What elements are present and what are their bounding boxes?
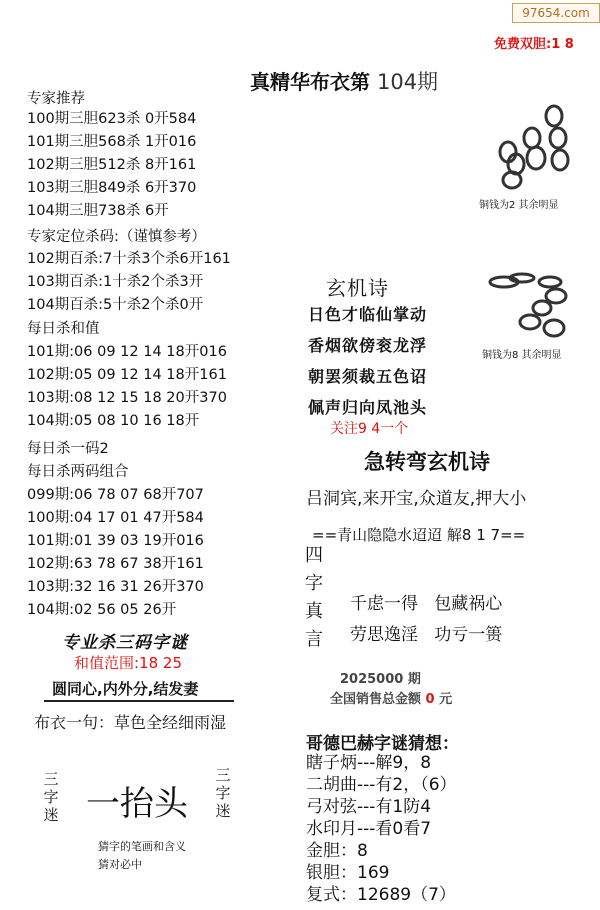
- godel-list: [306, 752, 457, 906]
- jizhuan-hint: ==青山隐隐水迢迢 解8 1 7==: [312, 526, 526, 544]
- four-char-row-2: [350, 620, 502, 645]
- daily-two-row: 100期:04 17 01 47开584: [27, 510, 204, 526]
- godel-line: 水印月---看0看7: [306, 819, 432, 839]
- sales-unit: 元: [439, 692, 453, 707]
- daily-two-heading: 每日杀两码组合: [27, 464, 129, 480]
- daily-two-row: 104期:02 56 05 26开: [27, 602, 177, 618]
- daily-two-row: 099期:06 78 07 68开707: [27, 487, 204, 503]
- daily-two-row: 101期:01 39 03 19开016: [27, 533, 204, 549]
- daily-sum-row: 102期:05 09 12 14 18开161: [27, 367, 227, 383]
- four-char-phrase: 功亏一篑: [434, 625, 503, 645]
- title-issue: 104期: [376, 70, 439, 94]
- divider-rule: [44, 700, 234, 702]
- coin-chain-icon: [490, 100, 580, 192]
- daily-two-row: 103期:32 16 31 26开370: [27, 579, 204, 595]
- xuanji-line: 佩声归向凤池头: [308, 398, 428, 417]
- page-title: [250, 66, 438, 96]
- jizhuan-title: 急转弯玄机诗: [364, 450, 490, 474]
- daily-sum-row: 101期:06 09 12 14 18开016: [27, 344, 227, 360]
- guess-note-2: 猜对必中: [98, 858, 142, 871]
- position-kill-row: 102期百杀:7十杀3个杀6开161: [27, 251, 231, 267]
- position-kill-list: [27, 248, 231, 317]
- four-char-row-1: [350, 589, 502, 614]
- godel-title: 哥德巴赫字谜猜想：: [306, 734, 459, 754]
- pro-riddle-title: 专业杀三码字谜: [62, 633, 188, 653]
- daily-one-label: 每日杀一码2: [27, 441, 109, 457]
- free-double-label: 免费双胆:1 8: [494, 37, 574, 52]
- daily-sum-row: 103期:08 12 15 18 20开370: [27, 390, 227, 406]
- buyi-line: 布衣一句：草色全经细雨湿: [34, 713, 227, 732]
- four-char-phrase: 千虑一得: [350, 594, 418, 614]
- three-char-left: 三字迷: [43, 770, 59, 824]
- godel-line: 二胡曲---有2，（6）: [306, 775, 457, 795]
- three-char-right: 三字迷: [215, 766, 231, 820]
- expert-list: [27, 108, 196, 223]
- daily-sum-heading: 每日杀和值: [27, 321, 100, 337]
- daily-two-row: 102期:63 78 67 38开161: [27, 556, 204, 572]
- site-badge: 97654.com: [512, 3, 600, 23]
- expert-row: 102期三胆512杀 8开161: [27, 157, 197, 173]
- jizhuan-line: 吕洞宾,来开宝,众道友,押大小: [306, 489, 527, 509]
- xuanji-line: 香烟欲傍衮龙浮: [308, 336, 428, 355]
- expert-heading: 专家推荐: [27, 91, 85, 107]
- coins2-caption: 铜钱为8 其余明显: [482, 350, 562, 361]
- four-char-phrase: 劳思逸淫: [350, 625, 418, 645]
- expert-row: 100期三胆623杀 0开584: [27, 111, 197, 127]
- coin-stack-icon: [482, 268, 582, 343]
- xuanji-line: 日色才临仙掌动: [308, 305, 428, 324]
- big-word: 一抬头: [86, 784, 188, 824]
- daily-two-list: [27, 484, 204, 622]
- coins1-caption: 铜钱为2 其余明显: [479, 200, 559, 211]
- position-kill-row: 104期百杀:5十杀2个杀0开: [27, 297, 204, 313]
- xuanji-line: 朝罢须裁五色诏: [308, 367, 428, 386]
- xuanji-poem: [308, 302, 427, 426]
- expert-row: 103期三胆849杀 6开370: [27, 180, 197, 196]
- daily-sum-row: 104期:05 08 10 16 18开: [27, 413, 200, 429]
- position-kill-heading: 专家定位杀码:（谨慎参考）: [27, 229, 206, 245]
- circle-line: 圆同心,内外分,结发妻: [52, 680, 199, 698]
- sum-range-label: 和值范围:18 25: [74, 654, 182, 672]
- godel-line: 瞎子炳---解9，8: [306, 753, 432, 773]
- guess-note-1: 猜字的笔画和含义: [98, 840, 186, 853]
- godel-line: 金胆：8: [306, 841, 368, 861]
- expert-row: 101期三胆568杀 1开016: [27, 134, 197, 150]
- godel-line: 复式：12689（7）: [306, 885, 456, 905]
- position-kill-row: 103期百杀:1十杀2个杀3开: [27, 274, 204, 290]
- xuanji-focus: 关注9 4一个: [330, 421, 409, 437]
- expert-row: 104期三胆738杀 6开: [27, 203, 169, 219]
- daily-sum-list: [27, 341, 227, 433]
- title-text: 真精华布衣第: [250, 70, 370, 94]
- sales-amount: 0: [425, 692, 435, 707]
- four-char-phrase: 包藏祸心: [434, 594, 503, 614]
- sales-line: [330, 688, 452, 707]
- godel-line: 银胆：169: [306, 863, 390, 883]
- sales-issue: 2025000 期: [340, 672, 421, 687]
- sales-label: 全国销售总金额: [330, 692, 422, 707]
- xuanji-title: 玄机诗: [326, 276, 389, 300]
- godel-line: 弓对弦---有1防4: [306, 797, 432, 817]
- four-char-vertical-label: 四字真言: [305, 545, 323, 650]
